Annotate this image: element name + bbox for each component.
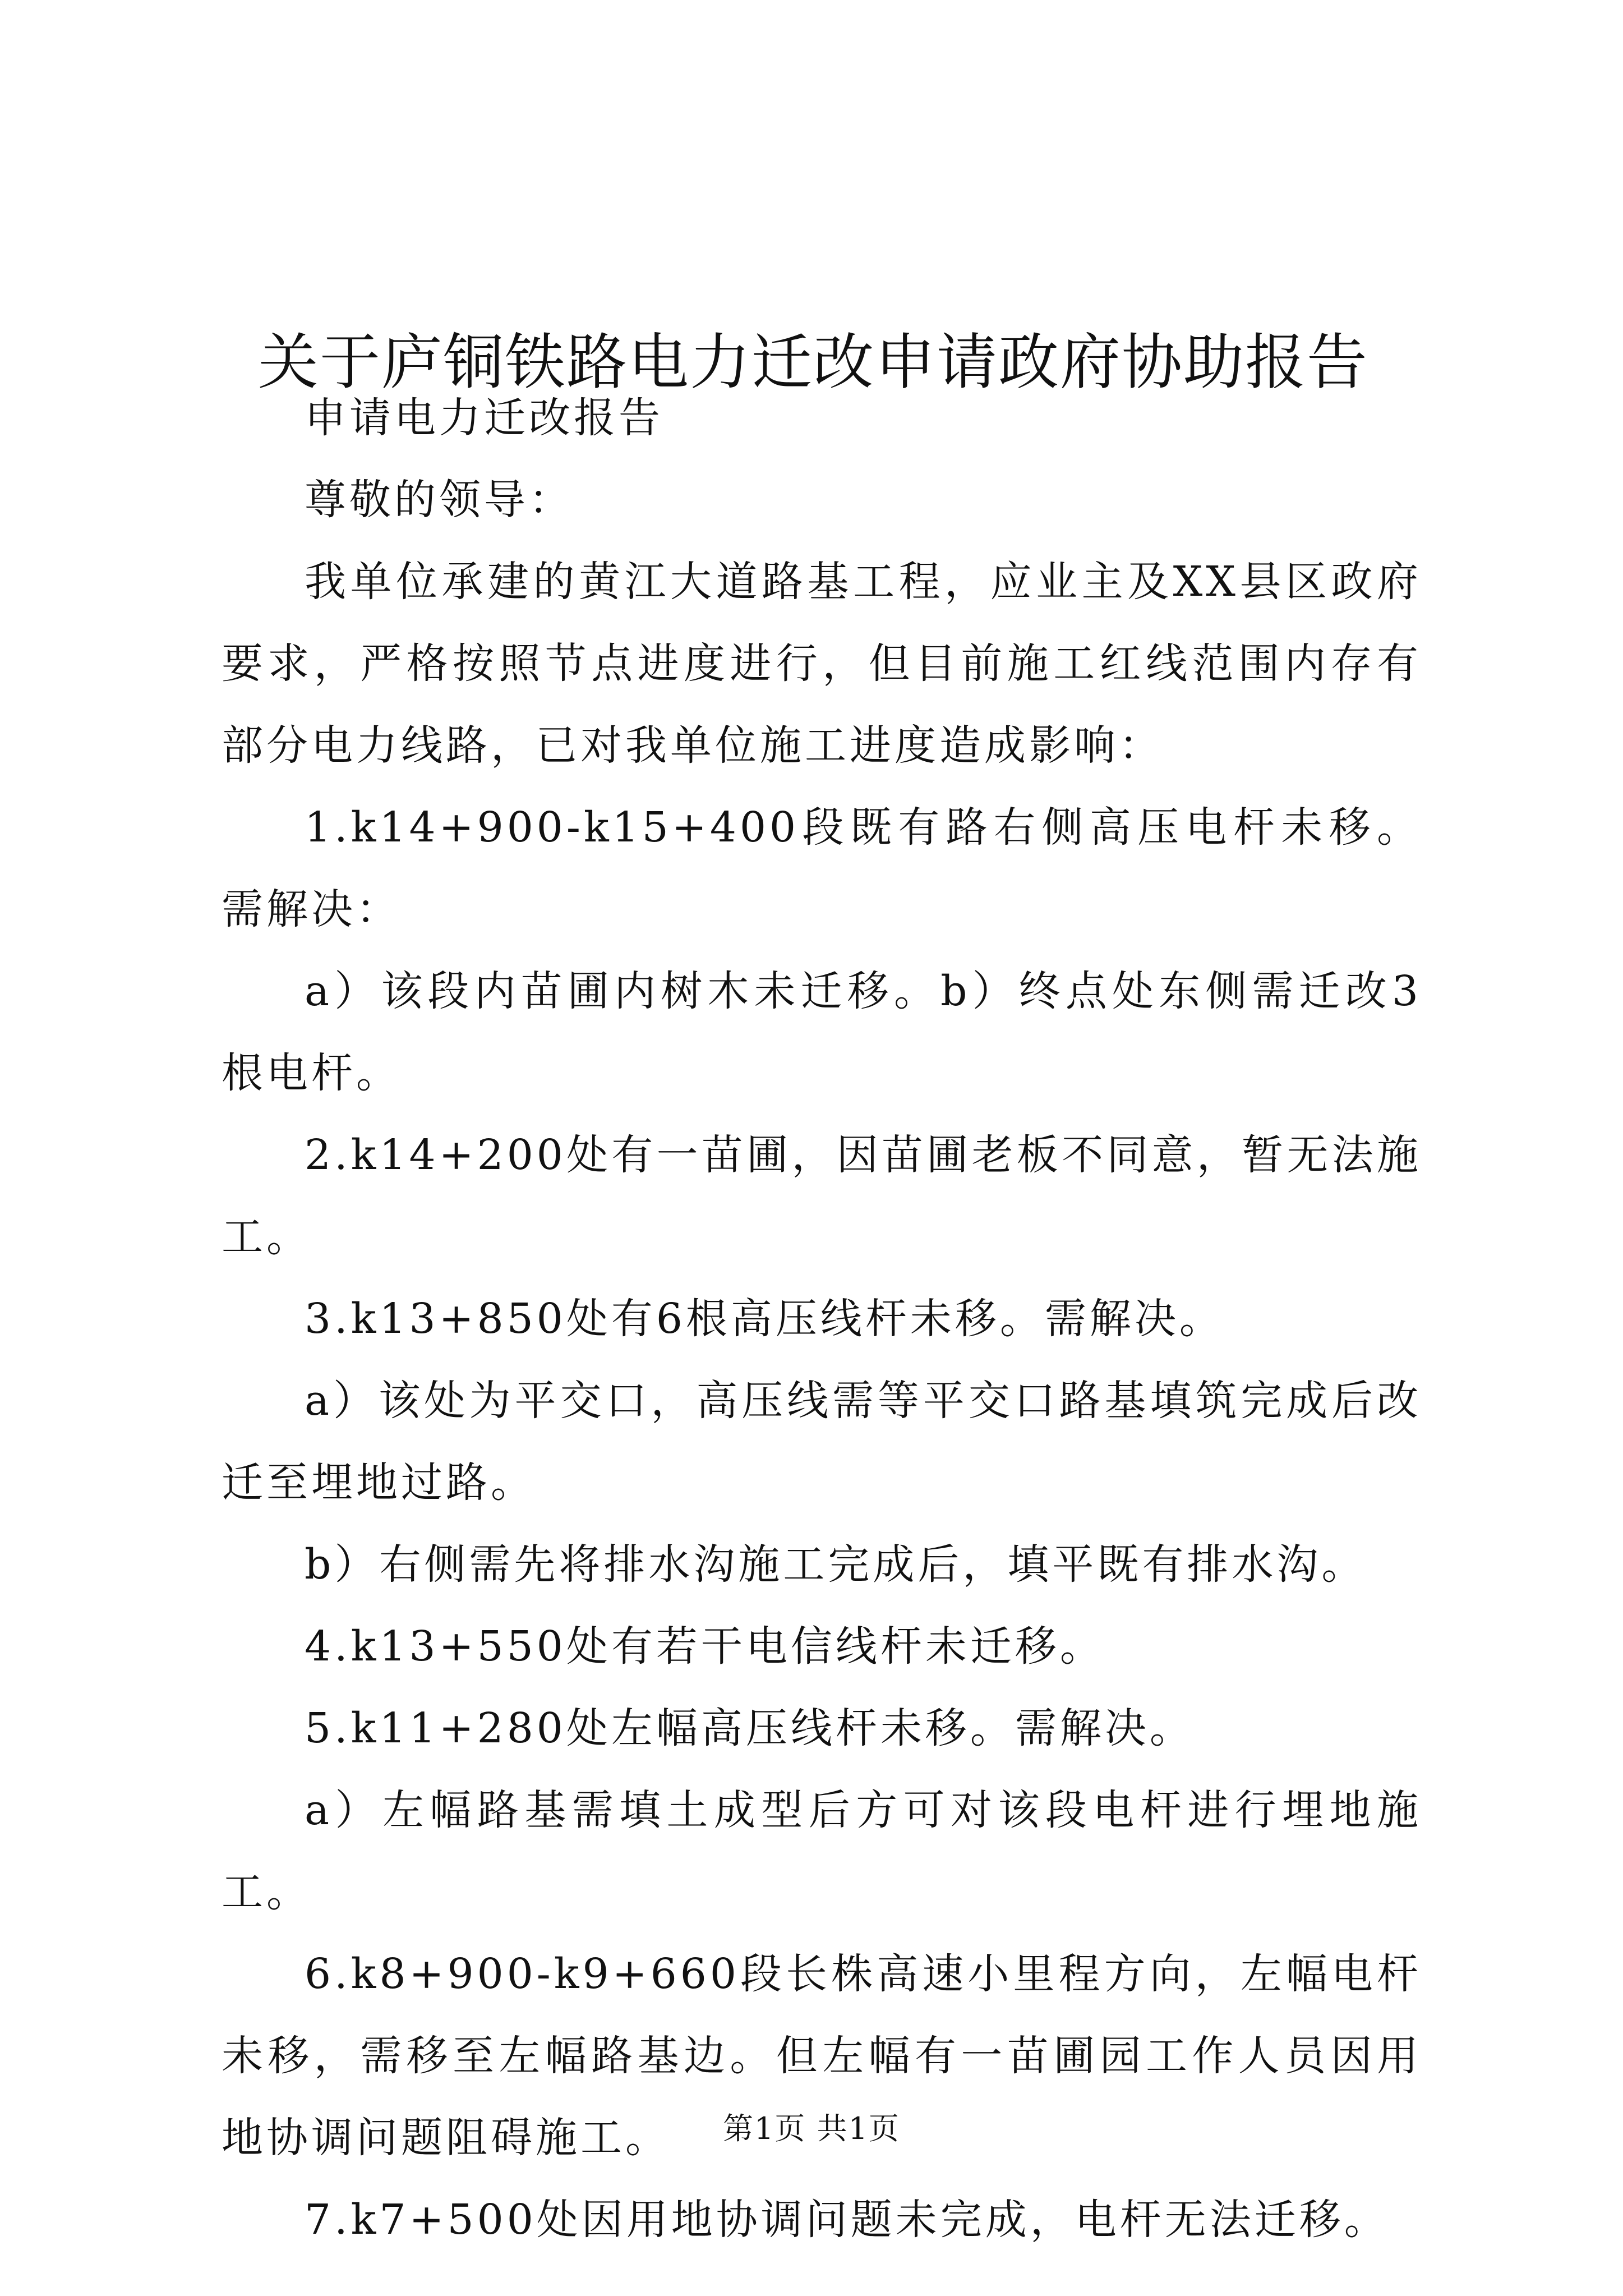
document-body [222, 377, 1422, 2261]
paragraph: b）右侧需先将排水沟施工完成后，填平既有排水沟。 [305, 1540, 1367, 1589]
document-title: 关于庐铜铁路电力迁改申请政府协助报告 [257, 328, 1368, 398]
paragraph: 我单位承建的黄江大道路基工程，应业主及XX县区政府要求，严格按照节点进度进行，但目前施工红线范围内存有部分电力线路，已对我单位施工进度造成影响： [222, 558, 1422, 770]
paragraph: a）该处为平交口，高压线需等平交口路基填筑完成后改迁至埋地过路。 [222, 1377, 1422, 1507]
paragraph: a）该段内苗圃内树木未迁移。b）终点处东侧需迁改3根电杆。 [222, 967, 1422, 1097]
paragraph: 5.k11+280处左幅高压线杆未移。需解决。 [305, 1704, 1195, 1752]
paragraph: 1.k14+900-k15+400段既有路右侧高压电杆未移。需解决： [222, 803, 1422, 933]
paragraph: 2.k14+200处有一苗圃，因苗圃老板不同意，暂无法施工。 [222, 1131, 1422, 1261]
paragraph: a）左幅路基需填土成型后方可对该段电杆进行埋地施工。 [222, 1786, 1422, 1916]
page-footer: 第1页 共1页 [723, 2111, 900, 2146]
paragraph: 6.k8+900-k9+660段长株高速小里程方向，左幅电杆未移，需移至左幅路基边。但左幅有一苗圃园工作人员因用地协调问题阻碍施工。 [222, 1950, 1422, 2162]
paragraph: 尊敬的领导： [305, 476, 574, 524]
paragraph: 3.k13+850处有6根高压线杆未移。需解决。 [305, 1295, 1224, 1343]
paragraph: 申请电力迁改报告 [305, 394, 663, 442]
paragraph: 4.k13+550处有若干电信线杆未迁移。 [305, 1622, 1105, 1671]
paragraph: 7.k7+500处因用地协调问题未完成，电杆无法迁移。 [305, 2196, 1389, 2244]
